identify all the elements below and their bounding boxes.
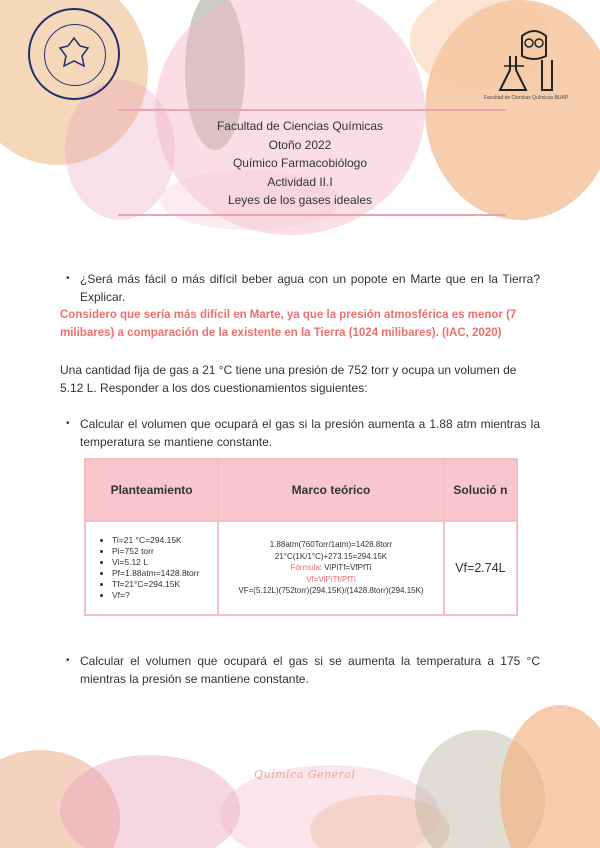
planteamiento-list: [86, 535, 217, 601]
marco-teorico-cell: [218, 521, 444, 615]
question-1: [62, 270, 540, 306]
list-item: • Pi=752 torr: [112, 546, 217, 557]
bullet-icon: •: [66, 273, 70, 284]
program-name: Químico Farmacobiólogo: [232, 156, 368, 170]
bullet-icon: •: [66, 418, 70, 429]
bullet-icon: •: [66, 655, 70, 666]
formula-substituted: VF=(5.12L)(752torr)(294.15K)/(1428.8torr)(294.15K): [238, 586, 424, 596]
planteamiento-cell: [85, 521, 218, 615]
conversion-pressure: 1.88atm(760Torr/1atm)=1428.8torr: [269, 540, 393, 550]
header-solucion: Solució n: [444, 459, 517, 521]
question-1-text: ¿Será más fácil o más difícil beber agua con un popote en Marte que en la Tierra? Explicar.: [80, 272, 540, 304]
owl-flask-icon: [482, 26, 582, 106]
formula-rearranged: Vf=ViPiTf/PfTi: [306, 574, 356, 584]
solution-table: [84, 458, 518, 616]
table-header-row: [85, 459, 517, 521]
problem-statement: Una cantidad fija de gas a 21 °C tiene una presión de 752 torr y ocupa un volumen de 5.12 L. Responder a los dos cuestionamientos siguientes:: [60, 363, 517, 395]
table-row: [85, 521, 517, 615]
university-seal-logo: [28, 8, 120, 100]
formula-value: : ViPiTf=VfPfTi: [319, 563, 372, 573]
logo-caption: Facultad de Ciencias Químicas BUAP: [484, 95, 569, 101]
seal-icon: [58, 36, 90, 70]
activity-number: Actividad II.I: [267, 174, 333, 189]
question-3: [62, 652, 540, 688]
conversion-temperature: 21°C(1K/1°C)+273.15=294.15K: [274, 551, 388, 561]
document-header: [0, 117, 600, 210]
question-2: [62, 415, 540, 451]
faculty-name: Facultad de Ciencias Químicas: [216, 119, 384, 133]
solucion-cell: Vf=2.74L: [444, 521, 517, 615]
list-item: • Vf=?: [112, 590, 217, 601]
list-item: • Pf=1.88atm=1428.8torr: [112, 568, 217, 579]
formula-label: Fórmula: [290, 563, 320, 573]
formula-line: [220, 562, 442, 574]
list-item: • Ti=21 °C=294.15K: [112, 535, 217, 546]
header-marco-teorico: Marco teórico: [218, 459, 444, 521]
answer-1: Considero que sería más difícil en Marte, ya que la presión atmosférica es menor (7 milibares) a comparación de la existente en la Tierra (1024 milibares). (IAC, 2020): [60, 309, 517, 339]
header-bottom-rule: [118, 214, 506, 216]
question-2-text: Calcular el volumen que ocupará el gas si la presión aumenta a 1.88 atm mientras la temperatura se mantiene constante.: [80, 417, 540, 449]
list-item: • Vi=5.12 L: [112, 557, 217, 568]
list-item: • Tf=21°C=294.15K: [112, 579, 217, 590]
header-planteamiento: Planteamiento: [85, 459, 218, 521]
semester: Otoño 2022: [268, 137, 332, 152]
question-3-text: Calcular el volumen que ocupará el gas si se aumenta la temperatura a 175 °C mientras la presión se mantiene constante.: [80, 654, 540, 686]
activity-title: Leyes de los gases ideales: [227, 193, 373, 207]
header-top-rule: [118, 109, 506, 111]
footer-signature: Química General: [254, 768, 356, 781]
